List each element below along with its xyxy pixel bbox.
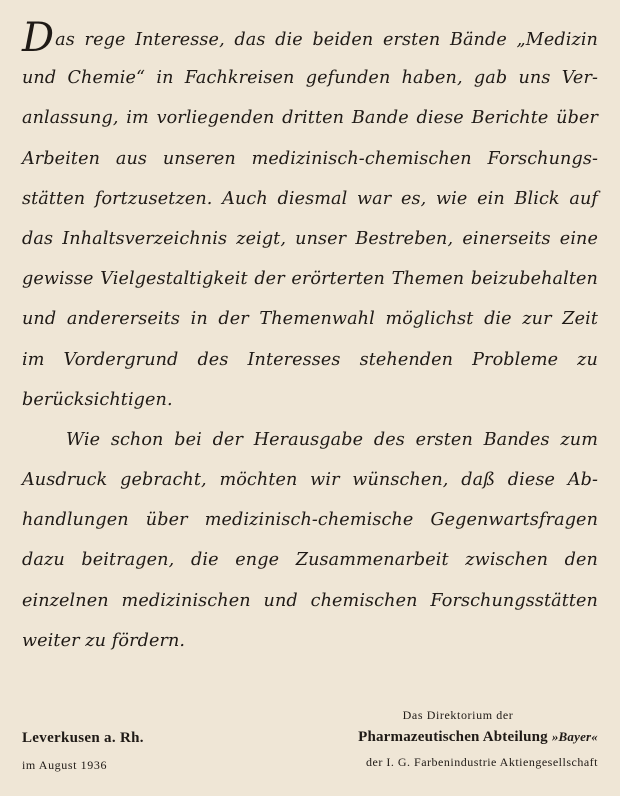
brand-name: »Bayer« — [551, 729, 598, 744]
text-line: Wie schon bei der Herausgabe des ersten Bandes zum — [66, 429, 598, 450]
paragraph-2 — [22, 420, 598, 661]
text-line: Ausdruck gebracht, möchten wir wünschen, daß diese Ab- — [22, 470, 598, 491]
paragraph-1 — [22, 15, 598, 420]
signature-date: im August 1936 — [22, 758, 108, 772]
signature-place: Leverkusen a. Rh. — [22, 730, 144, 746]
signature-department — [298, 729, 598, 746]
department-name: Pharmazeutischen Abteilung — [358, 729, 548, 745]
text-line: und andererseits in der Themenwahl möglichst die zur Zeit — [22, 309, 598, 330]
text-line: anlassung, im vorliegenden dritten Bande diese Berichte über — [22, 108, 598, 129]
text-line: stätten fortzusetzen. Auch diesmal war es, wie ein Blick auf — [22, 188, 598, 209]
text-line: einzelnen medizinischen und chemischen Forschungsstätten — [22, 590, 598, 611]
drop-cap: D — [22, 15, 55, 61]
text-line: im Vordergrund des Interesses stehenden Probleme zu — [22, 349, 598, 370]
signature-directorium: Das Direktorium der — [402, 708, 514, 722]
text-line-content: as rege Interesse, das die beiden ersten Bände „Medizin — [55, 30, 598, 50]
body-text — [22, 15, 598, 661]
text-line: weiter zu fördern. — [22, 630, 186, 651]
text-line: und Chemie“ in Fachkreisen gefunden haben, gab uns Ver- — [22, 68, 598, 89]
signature-left — [22, 730, 144, 773]
signature-right — [298, 708, 598, 770]
text-line: dazu beitragen, die enge Zusammenarbeit zwischen den — [22, 550, 598, 571]
text-line: gewisse Vielgestaltigkeit der erörterten Themen beizubehalten — [22, 269, 598, 290]
text-line: berücksichtigen. — [22, 389, 173, 410]
text-line: das Inhaltsverzeichnis zeigt, unser Bestreben, einerseits eine — [22, 228, 598, 249]
text-line: handlungen über medizinisch-chemische Gegenwartsfragen — [22, 510, 598, 531]
text-line — [22, 15, 598, 61]
signature-company: der I. G. Farbenindustrie Aktiengesellschaft — [366, 755, 598, 769]
text-line: Arbeiten aus unseren medizinisch-chemischen Forschungs- — [22, 148, 598, 169]
